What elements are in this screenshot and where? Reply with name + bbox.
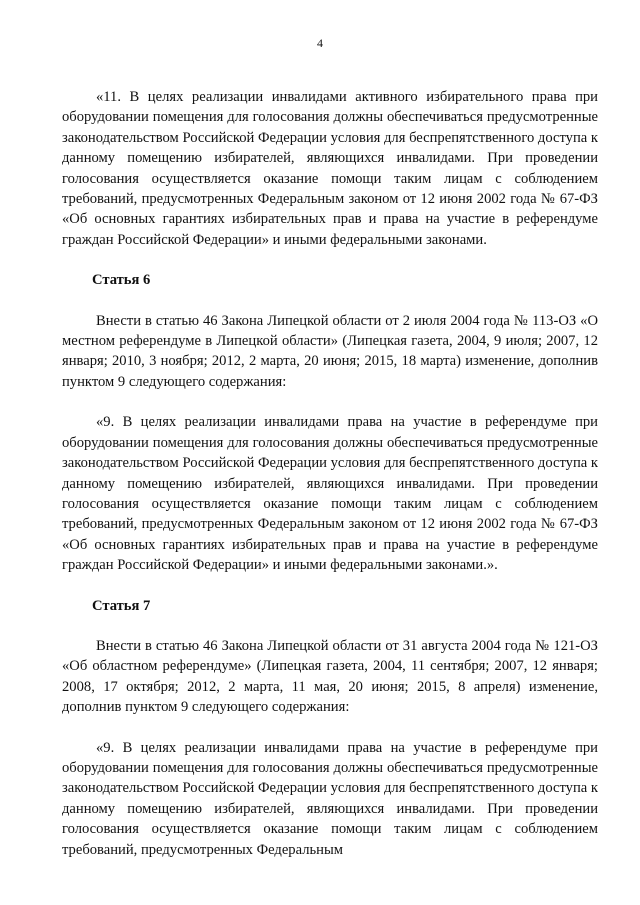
paragraph-article6-point9: «9. В целях реализации инвалидами права на участие в референдуме при оборудовании помещения для голосования должны обеспечиваться предусмотренные законодательством Российской Федерации условия для беспрепятственного доступа к данному помещению избирателей, являющихся инвалидами. При проведении голосования осуществляется оказание помощи таким лицам с соблюдением требований, предусмотренных Федеральным законом от 12 июня 2002 года № 67-ФЗ «Об основных гарантиях избирательных прав и права на участие в референдуме граждан Российской Федерации» и иными федеральными законами.». bbox=[62, 414, 598, 574]
paragraph-article5-point11: «11. В целях реализации инвалидами активного избирательного права при оборудовании помещения для голосования должны обеспечиваться предусмотренные законодательством Российской Федерации условия для беспрепятственного доступа к данному помещению избирателей, являющихся инвалидами. При проведении голосования осуществляется оказание помощи таким лицам с соблюдением требований, предусмотренных Федеральным законом от 12 июня 2002 года № 67-ФЗ «Об основных гарантиях избирательных прав и права на участие в референдуме граждан Российской Федерации» и иными федеральными законами. bbox=[62, 89, 598, 248]
spacer bbox=[62, 718, 598, 738]
spacer bbox=[62, 392, 598, 412]
page-number: 4 bbox=[317, 36, 323, 50]
paragraph-article7-point9: «9. В целях реализации инвалидами права на участие в референдуме при оборудовании помещения для голосования должны обеспечиваться предусмотренные законодательством Российской Федерации условия для беспрепятственного доступа к данному помещению избирателей, являющихся инвалидами. При проведении голосования осуществляется оказание помощи таким лицам с соблюдением требований, предусмотренных Федеральным bbox=[62, 739, 598, 858]
heading-article-6: Статья 6 bbox=[92, 272, 151, 289]
spacer bbox=[62, 576, 598, 596]
spacer bbox=[62, 250, 598, 270]
paragraph-article6-intro: Внести в статью 46 Закона Липецкой области от 2 июля 2004 года № 113-ОЗ «О местном референдуме в Липецкой области» (Липецкая газета, 2004, 9 июля; 2007, 12 января; 2010, 3 ноября; 2012, 2 марта, 20 июня; 2015, 18 марта) изменение, дополнив пунктом 9 следующего содержания: bbox=[62, 312, 598, 390]
paragraph-article7-intro: Внести в статью 46 Закона Липецкой области от 31 августа 2004 года № 121-ОЗ «Об областном референдуме» (Липецкая газета, 2004, 11 сентября; 2007, 12 января; 2008, 17 октября; 2012, 2 марта, 11 мая, 20 июня; 2015, 8 апреля) изменение, дополнив пунктом 9 следующего содержания: bbox=[62, 637, 598, 716]
heading-article-7: Статья 7 bbox=[92, 597, 151, 614]
document-body bbox=[62, 87, 598, 860]
spacer bbox=[62, 291, 598, 311]
spacer bbox=[62, 616, 598, 636]
